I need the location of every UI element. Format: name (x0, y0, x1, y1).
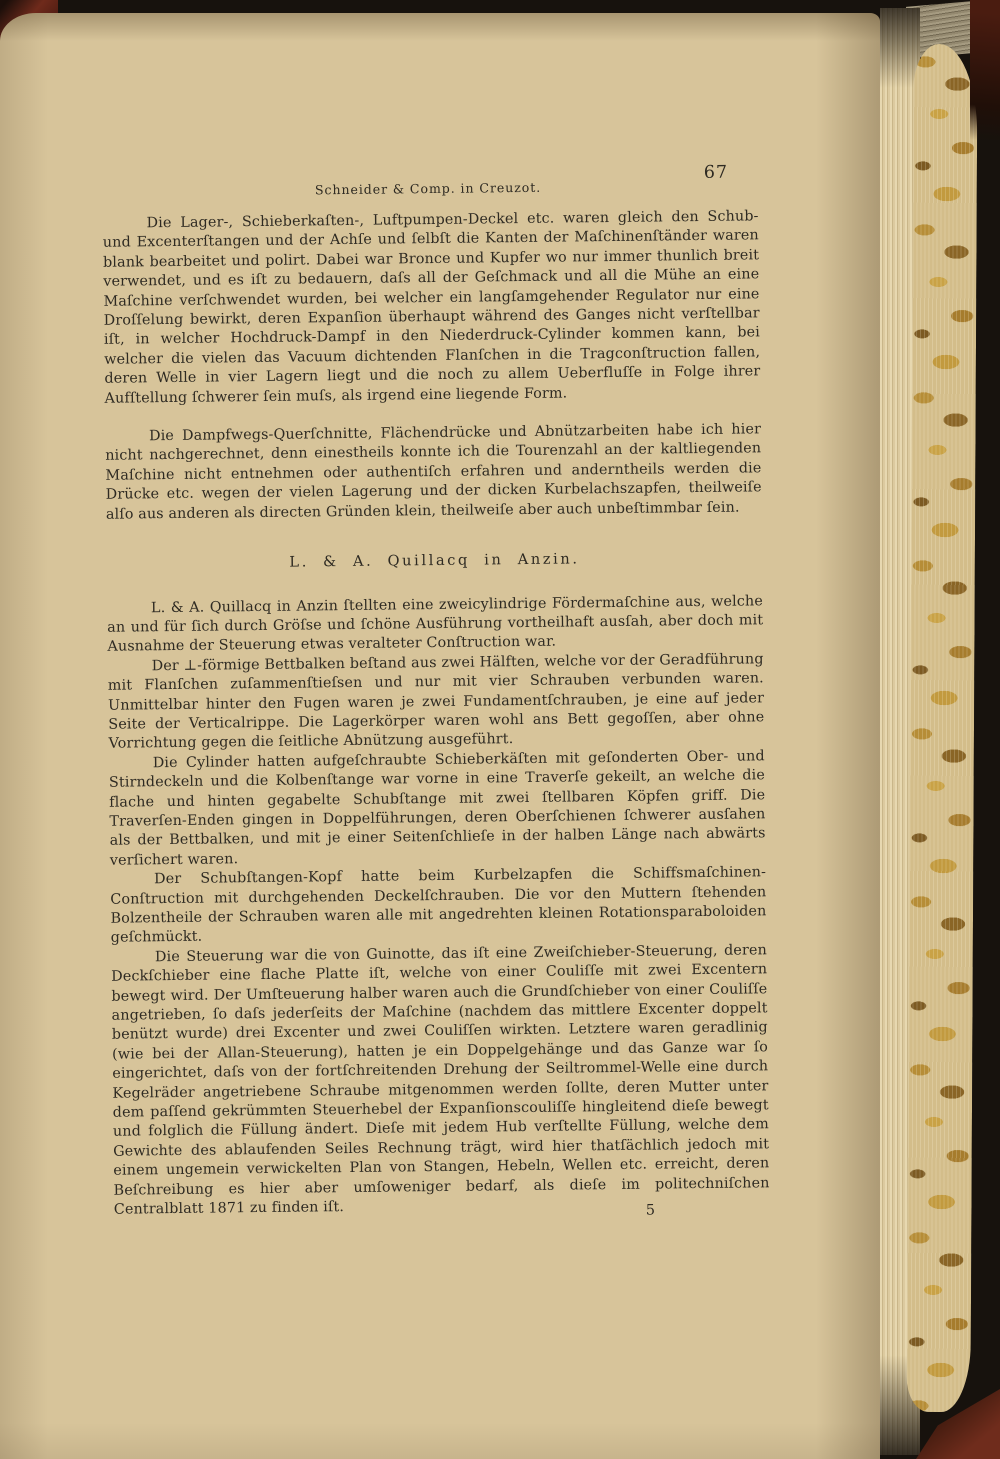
signature-mark: 5 (645, 1202, 656, 1219)
paragraph: Die Dampfwegs-Querſchnitte, Flächendrücke und Abnützarbeiten habe ich hier nicht nachgerechnet, denn einestheils konnte ich die Tourenzahl an der kaltliegenden Maſchine nicht entnehmen oder authentiſch erfahren und anderntheils werden die Drücke etc. wegen der vielen Lagerung und der dicken Kurbelachszapfen, theilweiſe alſo aus anderen als directen Gründen klein, theilweiſe aber auch unbeſtimmbar ſein. (105, 421, 762, 523)
book-fore-edge (880, 0, 1000, 1459)
paragraph: Der ⊥-förmige Bettbalken beſtand aus zwei Hälften, welche vor der Geradführung mit Flanſchen zuſammenſtieſsen und nur mit vier Schrauben verbunden waren. Unmittelbar hinter den Fugen waren je zwei Fundamentſchrauben, je eine auf jeder Seite der Verticalrippe. Die Lagerkörper waren wohl ans Bett gegoſſen, aber ohne Vorrichtung gegen die ſeitliche Abnützung ausgeführt. (107, 651, 765, 753)
text-block (102, 161, 770, 1226)
paragraph: Die Lager-, Schieberkaſten-, Luftpumpen-Deckel etc. waren gleich den Schub- und Excenterſtangen und der Achſe und ſelbſt die Kanten der Maſchinenſtänder waren blank bearbeitet und polirt. Dabei war Bronce und Kupfer wo nur immer thunlich breit verwendet, und es iſt zu bedauern, daſs all der Geſchmack und all die Mühe an eine Maſchine verſchwendet wurden, bei welcher ein langſamgehender Regulator nur eine Droſſelung bewirkt, deren Expanſion überhaupt während des Ganges nicht verſtellbar iſt, in welcher Hochdruck-Dampf in den Niederdruck-Cylinder kommen kann, bei welcher die vielen das Vacuum dichtenden Flanſchen in die Tragconſtruction fallen, deren Welle in vier Lagern liegt und die noch zu allem Ueberfluſſe in Folge ihrer Aufſtellung ſchwerer ſein muſs, als irgend eine liegende Form. (102, 208, 761, 407)
page-number: 67 (703, 162, 729, 183)
book-cover-corner-top-right (970, 0, 1000, 140)
page-header (102, 161, 758, 214)
running-header: Schneider & Comp. in Creuzot. (314, 179, 542, 198)
section-heading: L. & A. Quillacq in Anzin. (289, 550, 580, 571)
page (0, 13, 880, 1459)
paragraph: L. & A. Quillacq in Anzin ſtellten eine zweicylindrige Fördermaſchine aus, welche an und für ſich durch Gröſse und ſchöne Ausführung vortheilhaft ausſah, aber doch mit Ausnahme der Steuerung etwas veralteter Conſtruction war. (107, 592, 764, 656)
paragraph: Der Schubſtangen-Kopf hatte beim Kurbelzapfen die Schiffsmaſchinen-Conſtruction mit durchgehenden Deckelſchrauben. Die vor den Muttern ſtehenden Bolzentheile der Schrauben waren alle mit angedrehten kleinen Rotationsparaboloiden geſchmückt. (110, 864, 767, 947)
marbled-edge (906, 44, 977, 1412)
paragraph: Die Steuerung war die von Guinotte, das iſt eine Zweiſchieber-Steuerung, deren Deckſchieber eine flache Platte iſt, welche von einer Couliſſe mit zwei Excentern bewegt wird. Der Umſteuerung halber waren auch die Grundſchieber von einer Couliſſe angetrieben, ſo daſs jederſeits der Maſchine (nachdem das mittlere Excenter doppelt benützt wurde) drei Excenter und zwei Couliſſen wirkten. Letztere waren geradlinig (wie bei der Allan-Steuerung), hatten je ein Doppelgehänge und das Ganze war ſo eingerichtet, daſs von der fortſchreitenden Drehung der Seiltrommel-Welle eine durch Kegelräder angetriebene Schraube mitgenommen werden ſollte, deren Mutter unter dem paſſend gekrümmten Steuerhebel der Expanſionscouliſſe hingleitend dieſe bewegt und folglich die Füllung ändert. Dieſe mit jedem Hub verſtellte Füllung, welche dem Gewichte des ablaufenden Seiles Rechnung trägt, wird hier thatſächlich jedoch mit einem ungemein verwickelten Plan von Stangen, Hebeln, Wellen etc. erreicht, deren Beſchreibung es hier aber umſoweniger bedarf, als dieſe im politechniſchen Centralblatt 1871 zu finden iſt. (111, 942, 770, 1218)
paragraph: Die Cylinder hatten aufgeſchraubte Schieberkäſten mit geſonderten Ober- und Stirndeckeln und die Kolbenſtange war vorne in eine Traverſe gekeilt, an welche die flache und hinten gegabelte Schubſtange mit zwei ſtellbaren Köpfen griff. Die Traverſen-Enden gingen in Doppelführungen, deren Oberſchienen ſchwerer ausſahen als der Bettbalken, und mit je einer Seitenſchlieſe in der halben Länge nach abwärts verſichert waren. (108, 748, 766, 869)
